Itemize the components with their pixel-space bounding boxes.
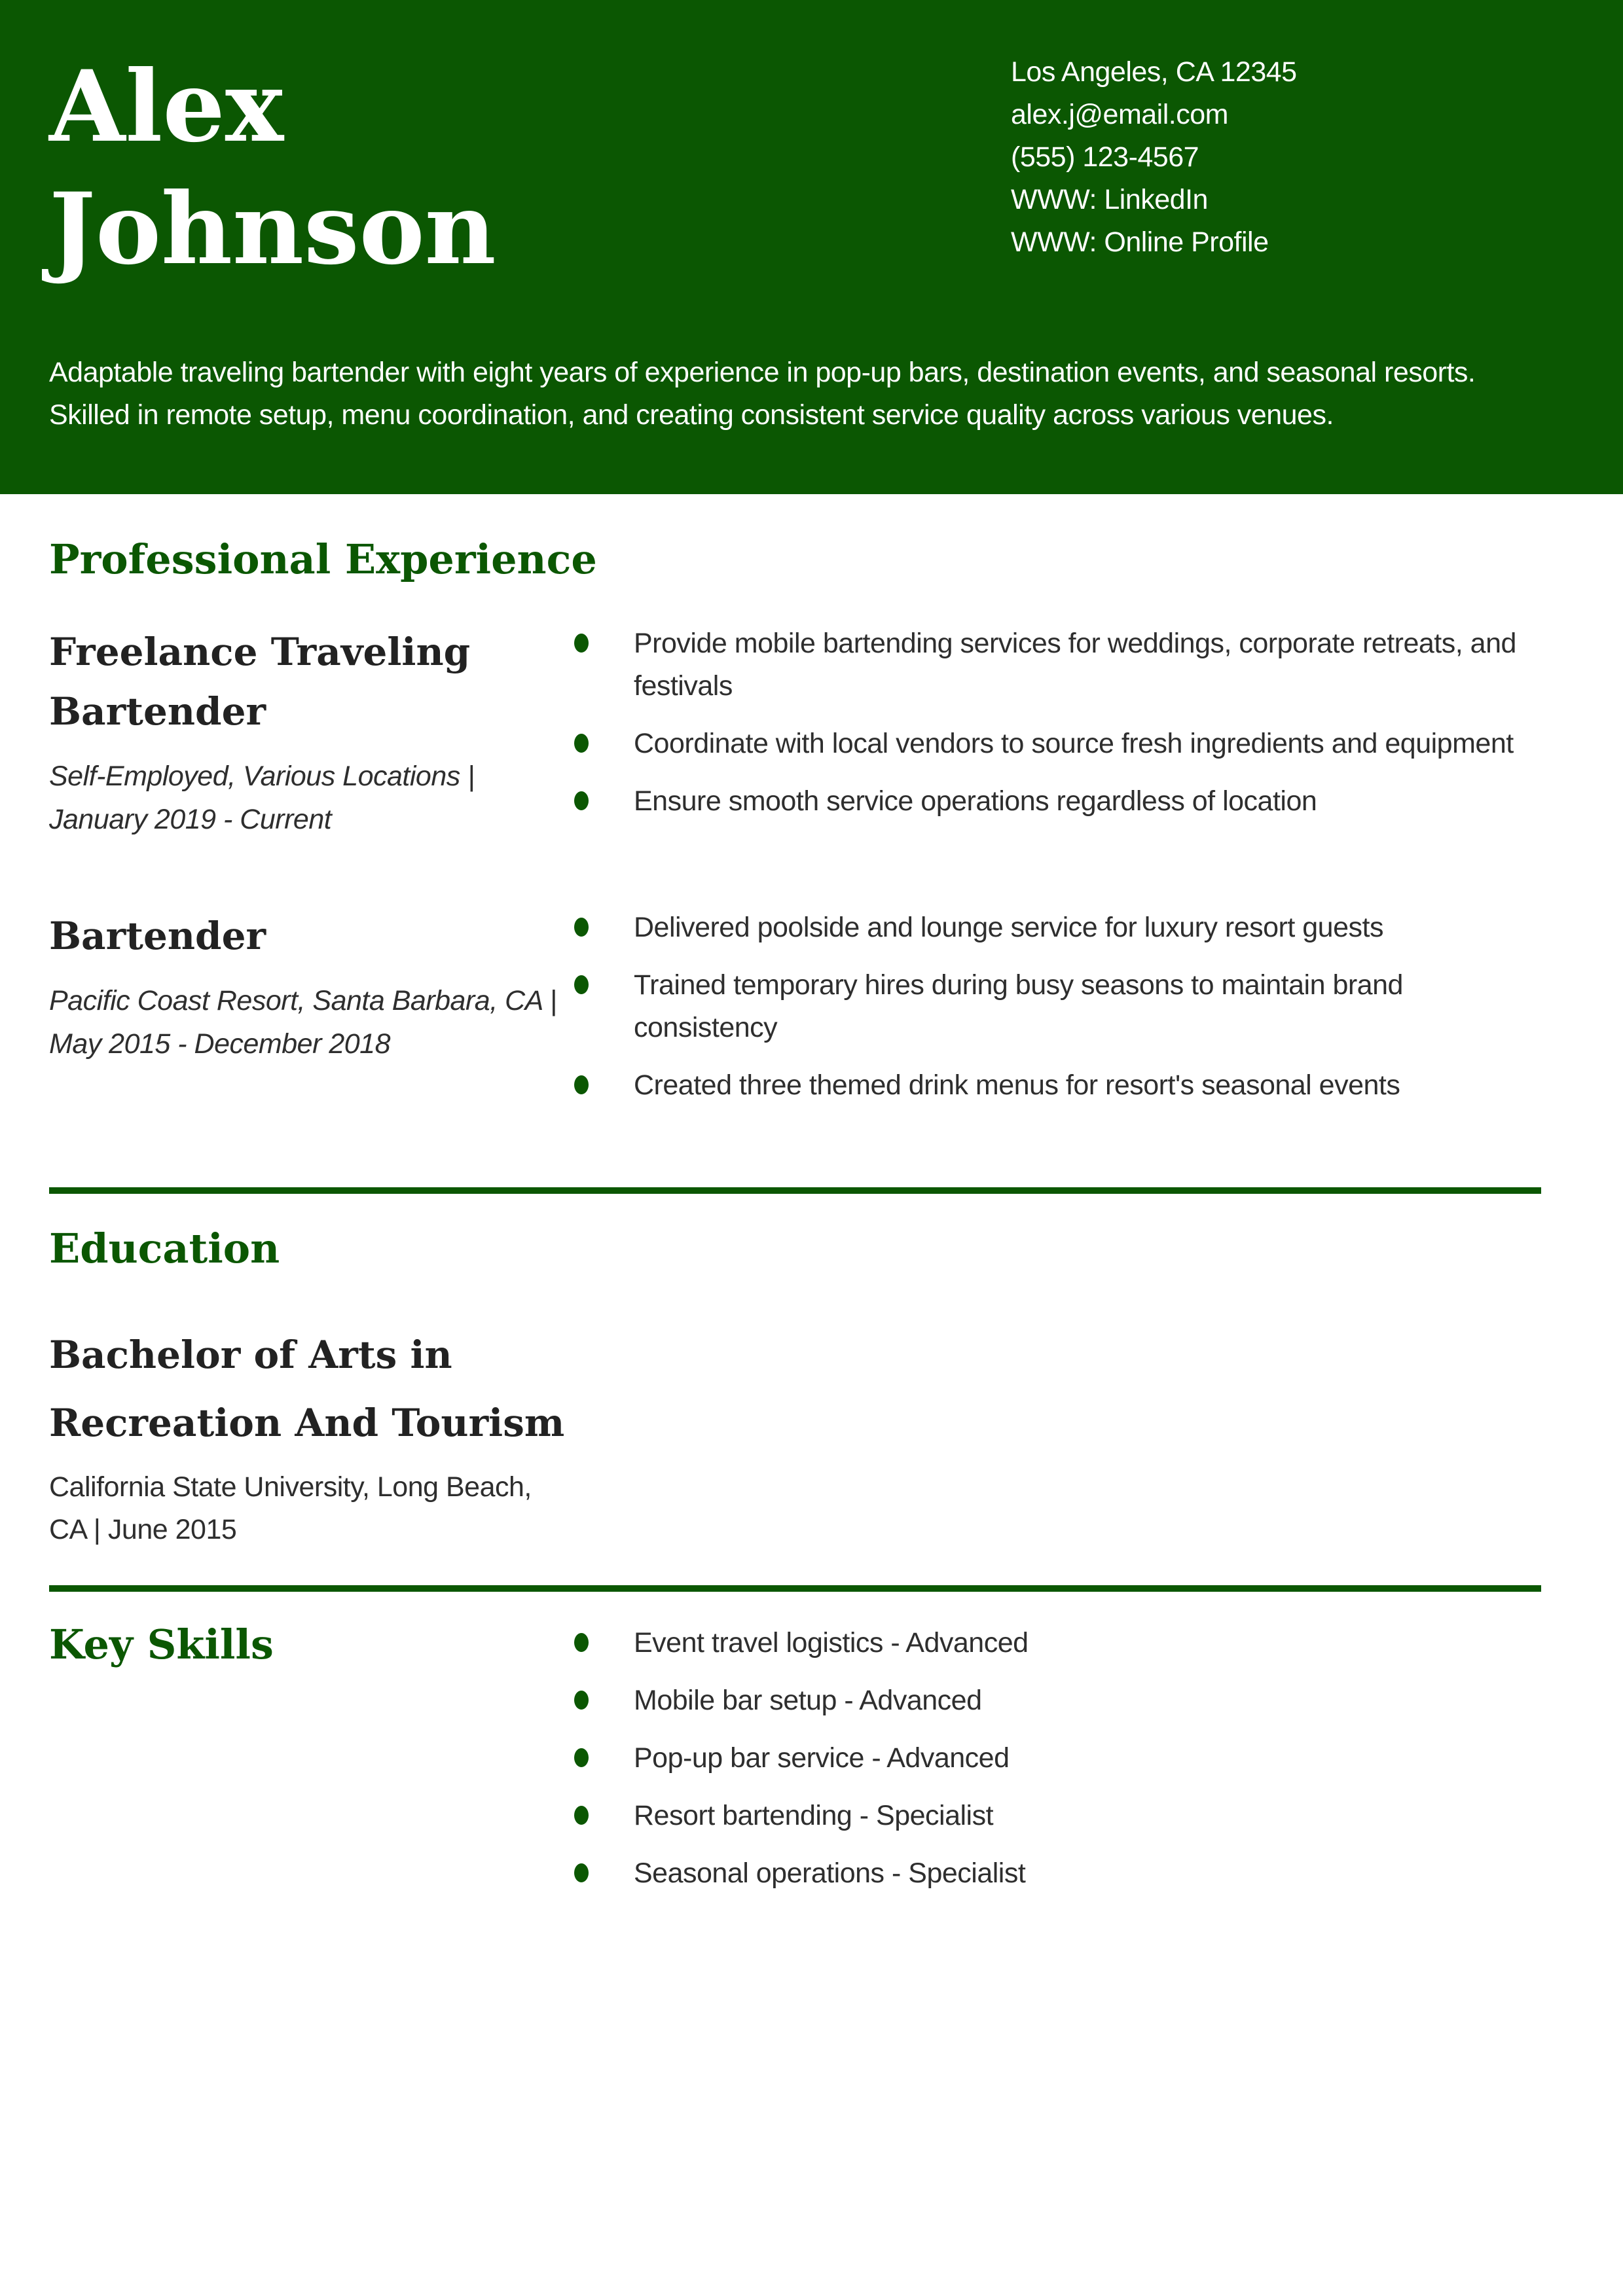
job-left-column (49, 622, 573, 841)
skill-text: Resort bartending - Specialist (634, 1800, 994, 1831)
bullet-dot-icon (574, 1075, 589, 1094)
skill-text: Seasonal operations - Specialist (634, 1857, 1026, 1889)
candidate-name: Alex Johnson (49, 49, 496, 287)
bullet-text: Coordinate with local vendors to source fresh ingredients and equipment (634, 728, 1514, 759)
job-bullet (573, 906, 1541, 949)
contact-phone: (555) 123-4567 (1011, 141, 1199, 173)
bullet-dot-icon (574, 1806, 589, 1825)
job-bullet (573, 723, 1541, 765)
bullet-text: Ensure smooth service operations regardless of location (634, 785, 1317, 817)
job-bullet (573, 1064, 1541, 1107)
resume-body (0, 535, 1623, 1910)
bullet-dot-icon (574, 1748, 589, 1767)
bullet-dot-icon (574, 1633, 589, 1652)
job-bullet-list (573, 906, 1541, 1122)
skill-text: Event travel logistics - Advanced (634, 1627, 1029, 1659)
job-entry-freelance (49, 622, 1541, 841)
skill-item (573, 1622, 1541, 1664)
skill-text: Pop-up bar service - Advanced (634, 1742, 1010, 1774)
education-meta: California State University, Long Beach, CA | June 2015 (49, 1471, 532, 1545)
job-bullet (573, 780, 1541, 823)
skill-item (573, 1679, 1541, 1722)
degree-title: Bachelor of Arts in Recreation And Tourism (49, 1333, 565, 1445)
skill-text: Mobile bar setup - Advanced (634, 1685, 982, 1716)
section-divider (49, 1585, 1541, 1592)
contact-email: alex.j@email.com (1011, 99, 1228, 130)
skills-list (573, 1622, 1541, 1910)
job-meta: Pacific Coast Resort, Santa Barbara, CA | May 2015 - December 2018 (49, 985, 557, 1060)
bullet-text: Created three themed drink menus for resort's seasonal events (634, 1069, 1400, 1101)
job-left-column (49, 906, 573, 1122)
resume-header (0, 0, 1623, 494)
job-title: Freelance Traveling Bartender (49, 630, 471, 734)
skills-section-heading: Key Skills (49, 1621, 274, 1668)
job-bullet-list (573, 622, 1541, 841)
bullet-dot-icon (574, 975, 589, 994)
professional-summary: Adaptable traveling bartender with eight years of experience in pop-up bars, destination events, and seasonal resorts. Skilled in remote setup, menu coordination, and creating consistent service quality across various venues. (49, 357, 1476, 431)
bullet-text: Delivered poolside and lounge service for luxury resort guests (634, 912, 1383, 943)
bullet-dot-icon (574, 791, 589, 810)
education-section-heading: Education (49, 1225, 280, 1272)
skill-item (573, 1737, 1541, 1780)
job-bullet (573, 964, 1541, 1049)
job-entry-bartender (49, 906, 1541, 1122)
header-top (49, 46, 1541, 291)
contact-block (1011, 51, 1541, 264)
bullet-text: Trained temporary hires during busy seasons to maintain brand consistency (634, 969, 1403, 1043)
education-entry (49, 1321, 1541, 1551)
bullet-dot-icon (574, 1691, 589, 1710)
job-meta: Self-Employed, Various Locations | January 2019 - Current (49, 761, 475, 835)
bullet-text: Provide mobile bartending services for weddings, corporate retreats, and festivals (634, 628, 1516, 702)
experience-section-heading: Professional Experience (49, 535, 597, 583)
skills-section (49, 1622, 1541, 1910)
job-bullet (573, 622, 1541, 708)
bullet-dot-icon (574, 734, 589, 753)
contact-address: Los Angeles, CA 12345 (1011, 56, 1297, 88)
section-divider (49, 1187, 1541, 1194)
contact-linkedin: WWW: LinkedIn (1011, 184, 1208, 215)
contact-online-profile: WWW: Online Profile (1011, 226, 1269, 258)
bullet-dot-icon (574, 1863, 589, 1882)
job-title: Bartender (49, 914, 266, 958)
skill-item (573, 1795, 1541, 1837)
skill-item (573, 1852, 1541, 1895)
bullet-dot-icon (574, 634, 589, 653)
bullet-dot-icon (574, 918, 589, 937)
